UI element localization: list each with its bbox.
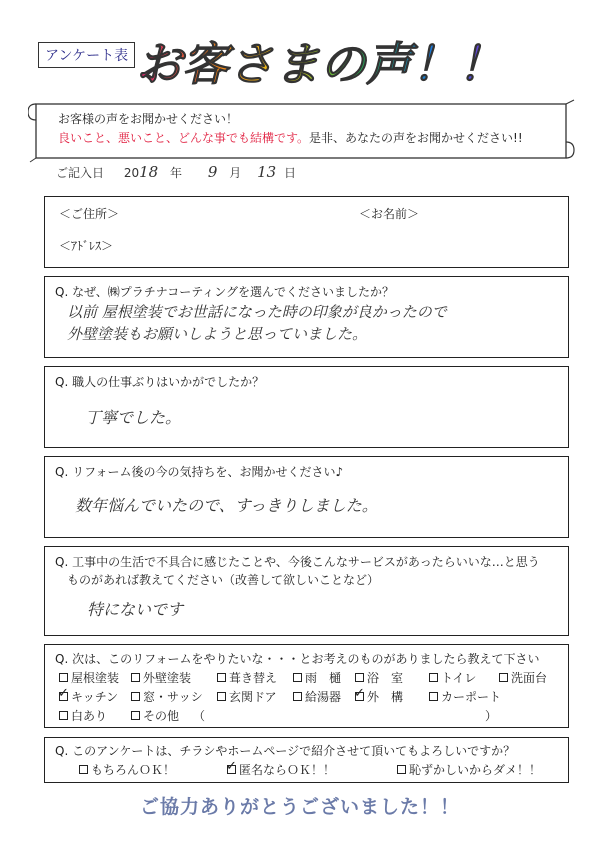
- checkbox-icon[interactable]: [429, 673, 438, 682]
- option-decline[interactable]: 恥ずかしいからダメ！！: [397, 761, 541, 778]
- checkbox-icon[interactable]: [293, 673, 302, 682]
- other-input[interactable]: [205, 707, 485, 724]
- option-roof-paint[interactable]: 屋根塗装: [59, 669, 131, 686]
- intro-line1: お客様の声をお聞かせください！: [58, 112, 239, 126]
- question-box-1: [44, 276, 569, 358]
- q1-answer-line1: 以前 屋根塗装でお世話になった時の印象が良かったので: [67, 303, 447, 321]
- option-termite[interactable]: 白あり: [59, 707, 131, 724]
- option-exterior[interactable]: ✓ 外 構: [355, 688, 429, 705]
- option-water-heater[interactable]: 給湯器: [293, 688, 355, 705]
- date-era: 20: [123, 166, 140, 180]
- option-wall-paint[interactable]: 外壁塗装: [131, 669, 217, 686]
- option-kitchen[interactable]: ✓ キッチン: [59, 688, 131, 705]
- page-title: [134, 34, 534, 94]
- email-label: ＜ｱﾄﾞﾚｽ＞: [59, 239, 114, 253]
- other-open-paren: （: [193, 709, 206, 723]
- q6-options: [79, 761, 541, 778]
- q4-question-line2: ものがあれば教えてください（改善して欲しいことなど）: [67, 573, 380, 587]
- customer-info-box: [44, 196, 569, 268]
- checkbox-icon[interactable]: [499, 673, 508, 682]
- checkbox-icon[interactable]: [59, 711, 68, 720]
- survey-tag: アンケート表: [38, 42, 135, 68]
- checkbox-icon[interactable]: [79, 765, 88, 774]
- checkbox-icon[interactable]: [217, 692, 226, 701]
- q5-question: Q. 次は、このリフォームをやりたいな・・・とお考えのものがありましたら教えて下さい: [55, 652, 540, 666]
- intro-red-text: 良いこと、悪いこと、どんな事でも結構です。: [58, 131, 310, 145]
- option-gutter[interactable]: 雨 樋: [293, 669, 355, 686]
- name-label: ＜お名前＞: [359, 207, 420, 221]
- option-carport[interactable]: カーポート: [429, 688, 501, 705]
- q5-row-3: [59, 707, 497, 724]
- option-anonymous-ok[interactable]: ✓ 匿名ならＯＫ！！: [227, 761, 397, 778]
- q3-question: Q. リフォーム後の今の気持ちを、お聞かせください♪: [55, 465, 344, 479]
- checkbox-icon[interactable]: [131, 692, 140, 701]
- option-entrance-door[interactable]: 玄関ドア: [217, 688, 293, 705]
- checkbox-icon[interactable]: [217, 673, 226, 682]
- date-day-label: 日: [284, 166, 297, 180]
- option-ok[interactable]: もちろんＯＫ！: [79, 761, 227, 778]
- option-toilet[interactable]: トイレ: [429, 669, 499, 686]
- date-day: 13: [257, 163, 277, 181]
- intro-line2: [58, 129, 523, 148]
- option-reroof[interactable]: 葺き替え: [217, 669, 293, 686]
- q1-answer-line2: 外壁塗装もお願いしようと思っていました。: [67, 325, 368, 343]
- question-box-5: [44, 644, 569, 728]
- option-other[interactable]: その他: [131, 707, 193, 724]
- q6-question: Q. このアンケートは、チラシやホームページで紹介させて頂いてもよろしいですか？: [55, 744, 516, 758]
- checkbox-checked-icon[interactable]: [355, 692, 364, 701]
- checkbox-icon[interactable]: [397, 765, 406, 774]
- checkbox-checked-icon[interactable]: [227, 765, 236, 774]
- option-window-sash[interactable]: 窓・サッシ: [131, 688, 217, 705]
- option-washbasin[interactable]: 洗面台: [499, 669, 547, 686]
- q5-row-1: [59, 669, 547, 686]
- q3-answer: 数年悩んでいたので、すっきりしました。: [75, 496, 378, 515]
- date-year-label: 年: [170, 166, 183, 180]
- date-month-label: 月: [229, 166, 242, 180]
- date-label: ご記入日: [56, 166, 105, 180]
- checkbox-icon[interactable]: [131, 673, 140, 682]
- question-box-3: [44, 456, 569, 538]
- checkbox-checked-icon[interactable]: [59, 692, 68, 701]
- address-label: ＜ご住所＞: [59, 207, 120, 221]
- checkbox-icon[interactable]: [59, 673, 68, 682]
- date-month: 9: [207, 163, 218, 181]
- intro-rest-text: 是非、あなたの声をお聞かせください!!: [309, 131, 523, 145]
- other-close-paren: ）: [485, 709, 498, 723]
- checkbox-icon[interactable]: [131, 711, 140, 720]
- checkbox-icon[interactable]: [429, 692, 438, 701]
- question-box-2: [44, 366, 569, 448]
- q2-answer: 丁寧でした。: [85, 408, 182, 427]
- intro-text: [58, 110, 523, 148]
- question-box-4: [44, 546, 569, 636]
- q4-answer: 特にないです: [87, 600, 184, 619]
- date-year: 18: [139, 163, 159, 181]
- title-text: お客さまの声！！: [136, 37, 504, 91]
- checkbox-icon[interactable]: [293, 692, 302, 701]
- q4-question-line1: Q. 工事中の生活で不具合に感じたことや、今後こんなサービスがあったらいいな…と思う: [55, 555, 540, 569]
- option-bathroom[interactable]: 浴 室: [355, 669, 429, 686]
- date-line: [56, 163, 296, 181]
- q1-question: Q. なぜ、㈱プラチナコーティングを選んでくださいましたか？: [55, 285, 395, 299]
- checkbox-icon[interactable]: [355, 673, 364, 682]
- q2-question: Q. 職人の仕事ぶりはいかがでしたか？: [55, 375, 265, 389]
- question-box-6: [44, 737, 569, 783]
- thanks-footer: ご協力ありがとうございました！！: [139, 796, 460, 818]
- q5-row-2: [59, 688, 501, 705]
